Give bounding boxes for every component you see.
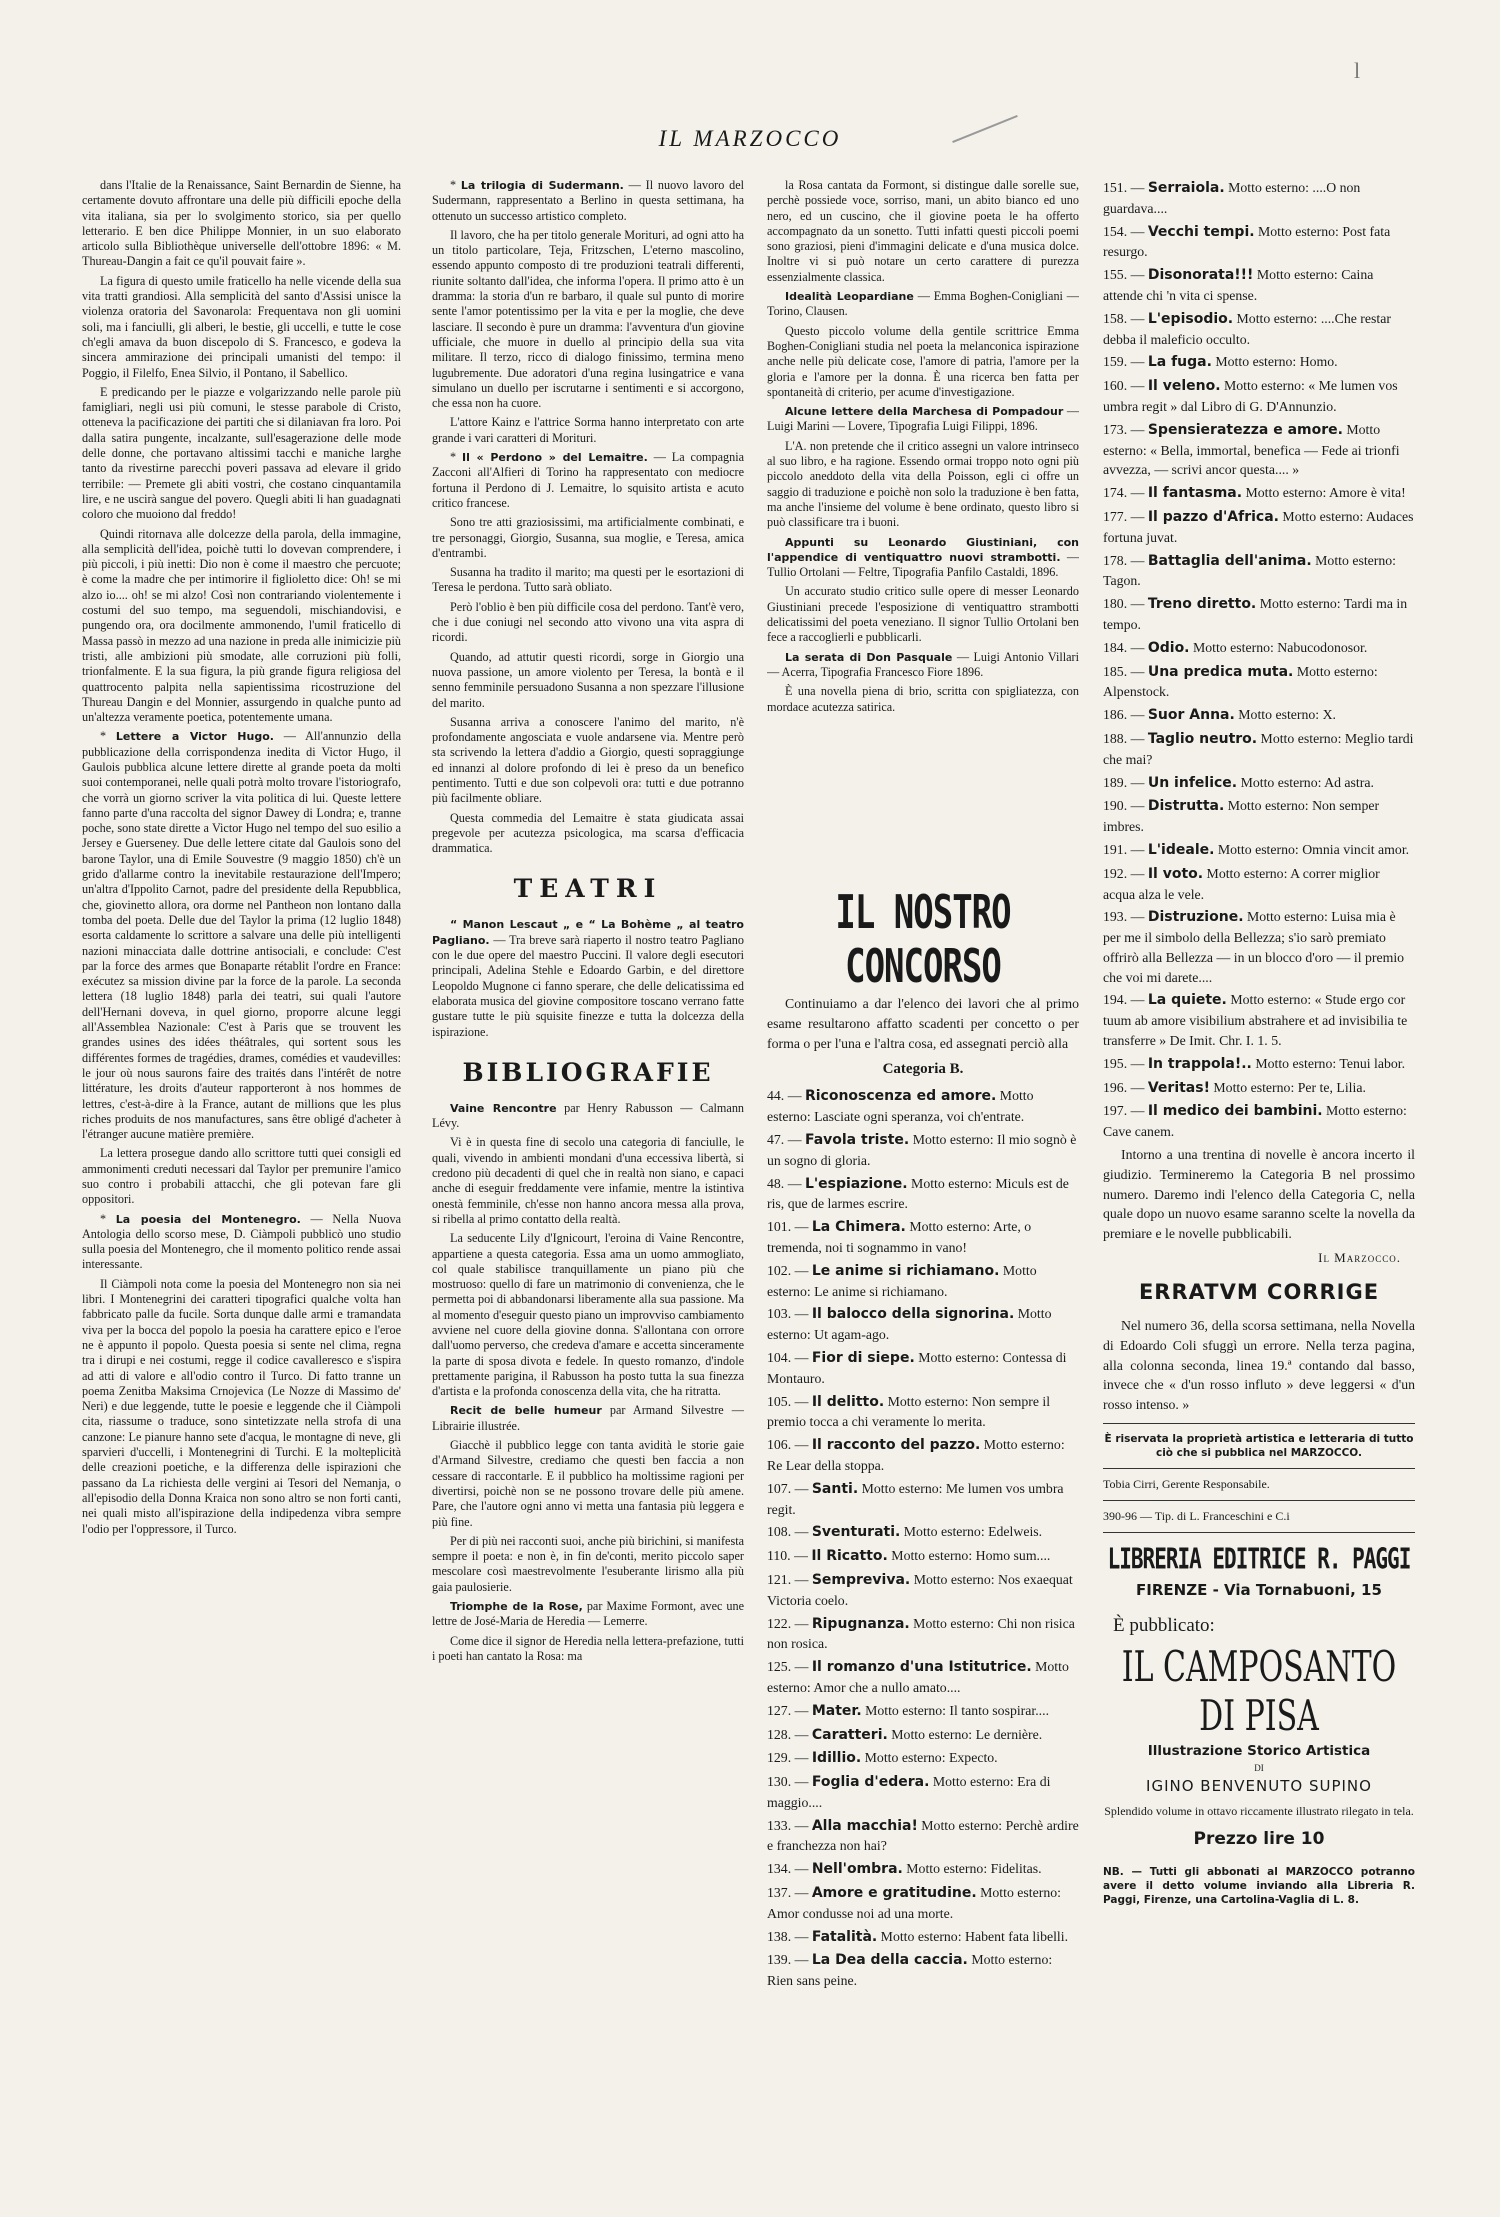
article-pagliano: [432, 917, 744, 1039]
entry-motto: Motto esterno: Non sempre il premio tocca a chi veramente lo merita.: [767, 1393, 1051, 1430]
concorso-entry: [767, 1348, 1079, 1389]
entry-title: Santi.: [811, 1480, 859, 1497]
entry-title: Mater.: [811, 1702, 862, 1719]
entry-number: 194. —: [1103, 992, 1148, 1008]
article-heading: Lettere a Victor Hugo.: [115, 730, 274, 744]
entry-title: Il racconto del pazzo.: [811, 1437, 981, 1454]
concorso-entry: [1103, 662, 1415, 703]
concorso-entry: [767, 1435, 1079, 1476]
entry-motto: Motto esterno: Tenui labor.: [1251, 1055, 1406, 1071]
review-publisher: par Maxime Formont, avec une lettre de José-Maria de Heredia — Lemerre.: [432, 1599, 744, 1629]
entry-title: Una predica muta.: [1147, 663, 1294, 680]
entry-motto: Motto esterno: Lasciate ogni speranza, voi ch'entrate.: [767, 1088, 1034, 1125]
entry-motto: Motto esterno: Meglio tardi che mai?: [1103, 730, 1414, 767]
review-heading: Vaine Rencontre: [450, 1101, 557, 1115]
paragraph: Sono tre atti graziosissimi, ma artificialmente combinati, e tre personaggi, Giorgio, Susanna, sua moglie, e Teresa, amica d'entrambi.: [432, 515, 744, 560]
review-heading: Recit de belle humeur: [450, 1404, 602, 1418]
entry-title: Suor Anna.: [1147, 707, 1235, 724]
entry-title: Il Ricatto.: [811, 1548, 888, 1565]
review-heading: Idealità Leopardiane: [785, 290, 914, 304]
entry-motto: Motto esterno: ....Che restar debba il maleficio occulto.: [1103, 310, 1391, 347]
entry-motto: Motto esterno: Ut agam-ago.: [767, 1306, 1052, 1343]
entry-title: Sempreviva.: [811, 1571, 911, 1588]
entry-number: 102. —: [767, 1262, 812, 1278]
entry-number: 122. —: [767, 1615, 812, 1631]
entry-title: In trappola!..: [1147, 1055, 1252, 1072]
entry-title: Alla macchia!: [811, 1817, 918, 1834]
concorso-entry: [767, 1130, 1079, 1171]
divider: [1103, 1423, 1415, 1424]
column-2: [432, 178, 744, 2128]
entry-title: Il voto.: [1147, 865, 1204, 882]
concorso-entry: [1103, 352, 1415, 373]
entry-title: Distruzione.: [1147, 909, 1244, 926]
review-heading: La serata di Don Pasquale: [785, 650, 953, 664]
concorso-entry: [767, 1614, 1079, 1655]
article-body: — La compagnia Zacconi all'Alfieri di Torino ha rappresentato con mediocre fortuna il Perdono di J. Lemaitre, lo squisito artista e acuto critico francese.: [432, 450, 744, 510]
entry-title: Fior di siepe.: [811, 1349, 915, 1366]
concorso-entry: [767, 1859, 1079, 1880]
article-sudermann: * La trilogia di Sudermann. — Il nuovo lavoro del Sudermann, rappresentato a Berlino in questa settimana, ha ottenuto un successo artistico completo.: [432, 178, 744, 223]
paragraph: dans l'Italie de la Renaissance, Saint Bernardin de Sienne, ha certamente dovuto affrontare una delle più difficili epoche della vita italiana, sia per lo svolgimento storico, sia per quello letterario. E ben dice Philippe Monnier, in un suo elaborato articolo sulla Bibliothèque universelle dell'ottobre 1896: « M. Thureau-Dangin a fait ce qu'il pouvait faire ».: [82, 178, 401, 269]
entry-motto: Motto esterno: « Me lumen vos umbra regit » dal Libro di G. D'Annunzio.: [1103, 378, 1398, 414]
paragraph: Susanna arriva a conoscere l'animo del marito, n'è profondamente angosciata e vuole andarsene via. Mentre però sta scrivendo la lettera d'addio a Giorgio, questi sopraggiunge ed innanzi al dolore profondo di lei è preso da un benefico pentimento. Tutti e due son colpevoli ora: tutti e due potranno più facilmente obliare.: [432, 714, 744, 806]
review-publisher: — Emma Boghen-Conigliani — Torino, Clausen.: [767, 289, 1079, 319]
entry-motto: Motto esterno: Tagon.: [1103, 552, 1397, 589]
concorso-entry: [1103, 376, 1415, 417]
entry-number: 104. —: [767, 1349, 812, 1365]
concorso-entry: [1103, 594, 1415, 635]
entry-number: 110. —: [767, 1548, 812, 1564]
signature: Il Marzocco.: [1318, 1250, 1401, 1266]
concorso-entry: [1103, 222, 1415, 263]
concorso-entry: [1103, 796, 1415, 837]
concorso-entry: [767, 1725, 1079, 1746]
entry-title: Il medico dei bambini.: [1147, 1103, 1323, 1120]
paragraph: Vi è in questa fine di secolo una categoria di fanciulle, le quali, vivendo in ambienti mondani d'una eccessiva libertà, si credono più decadenti di quel che in realtà non siano, e capaci anche di eseguir freddamente vere infamie, mentre la istintiva onestà femminile, ch'esse non hanno ancora messa alla prova, si ribella al primo contatto della realtà.: [432, 1135, 744, 1226]
entry-motto: Motto esterno: Arte, o tremenda, noi ti sognammo in vano!: [767, 1219, 1032, 1255]
corner-pencil-mark: l: [1354, 58, 1361, 83]
concorso-entry: [1103, 773, 1415, 794]
review-publisher: — Luigi Antonio Villari — Acerra, Tipografia Francesco Fiore 1896.: [767, 649, 1079, 679]
entry-title: Spensieratezza e amore.: [1147, 421, 1343, 438]
paragraph: E predicando per le piazze e volgarizzando nelle parole più famigliari, negli usi più comuni, le stesse parabole di Cristo, otteneva la pacificazione dei partiti che si dilaniavan fra loro. Poi dalla satira pungente, incalzante, sull'esagerazione delle mode delle donne, che portavano altissimi tacchi e maniche larghe tanto da rivestirne parecchi poveri passava ad elevare il grido terribile: — Premete gli abiti vostri, che costano cinquantamila lire, e ne uscirà sangue del povero. Quegli abiti li han guadagnati coloro che muoiono dal freddo!: [82, 384, 401, 522]
entry-title: Un infelice.: [1147, 774, 1238, 791]
entry-title: Vecchi tempi.: [1147, 223, 1255, 240]
entry-title: Ripugnanza.: [811, 1615, 910, 1632]
concorso-entry: [1103, 907, 1415, 987]
entry-number: 155. —: [1103, 267, 1148, 283]
entry-title: Amore e gratitudine.: [811, 1885, 977, 1902]
paragraph: Il Ciàmpoli nota come la poesia del Montenegro non sia nei libri. I Montenegrini dei caratteri tipografici qualche volta han fabbricato palle da fucile. Sorta dunque dalle armi e tramandata viva per la bocca del popolo la poesia ha carattere epico e l'eroe ne è appunto il popolo. Questa poesia si sente nel clima, regna tra i dirupi e nei costumi, regge il codice cavalleresco e s'ispira ad atti di valore e all'odio contro il Turco. Di fatto tranne un poema Zenitba Maksima Crnojevica (Le Nozze di Massimo de' Neri) e due leggende, tutte le poesie e leggende che il Ciàmpoli cita, riassume o traduce, sono sintetizzate nella strofa di una canzone: Le pianure hanno sete d'acqua, le montagne di neve, gli sparvieri d'uccelli, i Montenegrini di Turchi. E la molteplicità delle creazioni poetiche, e la differenza delle ispirazioni che passano da La richiesta delle vergini ai Tesori del Nemanja, o all'episodio della Donna Kraica non sono altro se non forti canti, nei quali misto all'ispirazione della indipedenza vibra sempre l'odio per l'oppressore, il Turco.: [82, 1276, 401, 1536]
concorso-entry: [767, 1217, 1079, 1258]
entry-motto: Motto esterno: Post fata resurgo.: [1103, 223, 1391, 260]
entry-number: 191. —: [1103, 841, 1148, 857]
concorso-title: IL NOSTRO CONCORSO: [835, 888, 1011, 994]
entry-title: L'espiazione.: [804, 1175, 908, 1192]
article-heading: La poesia del Montenegro.: [115, 1212, 301, 1226]
entry-motto: Motto esterno: Le dernière.: [887, 1726, 1043, 1742]
article-montenegro: * La poesia del Montenegro. — Nella Nuova Antologia dello scorso mese, D. Ciàmpoli pubblicò uno studio sulla poesia del Montenegro, che il momento politico rende assai interessante.: [82, 1211, 401, 1272]
divider: [1103, 1468, 1415, 1469]
entry-motto: Motto esterno: « Bella, immortal, benefica — Fede ai trionfi avvezza, — scrivi ancor questa.... »: [1103, 421, 1400, 478]
entry-number: 174. —: [1103, 485, 1148, 501]
concorso-entry: [767, 1304, 1079, 1345]
concorso-entry: [1103, 705, 1415, 726]
concorso-entry: [767, 1546, 1079, 1567]
entry-motto: Motto esterno: ....O non guardava....: [1103, 180, 1361, 216]
entry-title: Favola triste.: [804, 1131, 910, 1148]
concorso-entry: [767, 1174, 1079, 1215]
entry-number: 108. —: [767, 1524, 812, 1540]
review-don-pasquale: [767, 650, 1079, 681]
entry-number: 106. —: [767, 1437, 812, 1453]
concorso-entry: [1103, 1054, 1415, 1075]
entry-title: Fatalità.: [811, 1928, 878, 1945]
entry-motto: Motto esterno: Homo sum....: [887, 1548, 1051, 1564]
concorso-entry: [767, 1701, 1079, 1722]
entry-title: Disonorata!!!: [1147, 267, 1254, 284]
concorso-entry: [1103, 729, 1415, 770]
entry-motto: Motto esterno: Rien sans peine.: [767, 1952, 1053, 1989]
review-triomphe: [432, 1599, 744, 1630]
review-publisher: — Tullio Ortolani — Feltre, Tipografia Panfilo Castaldi, 1896.: [767, 549, 1079, 580]
entry-number: 139. —: [767, 1952, 812, 1968]
entry-motto: Motto esterno: Contessa di Montauro.: [767, 1349, 1067, 1386]
entry-number: 196. —: [1103, 1079, 1148, 1095]
entry-title: L'ideale.: [1147, 841, 1215, 858]
gerente-line: Tobia Cirri, Gerente Responsabile.: [1103, 1477, 1270, 1492]
entry-number: 129. —: [767, 1750, 812, 1766]
paragraph: L'A. non pretende che il critico assegni un valore intrinseco al suo libro, e ha ragione. Essendo ormai troppo noto ogni più piccolo aneddoto della vita della Poisson, egli ci offre un saggio di traduzione e poichè non solo la traduzione è ben fatta, ma anche l'insieme del volume è bene ordinato, questo libro si può classificare tra i buoni.: [767, 438, 1079, 530]
entry-title: Foglia d'edera.: [811, 1774, 930, 1791]
concorso-column-left: [767, 888, 1079, 2128]
entry-motto: Motto esterno: Miculs est de ris, que de larmes escrire.: [767, 1175, 1069, 1212]
paragraph: La figura di questo umile fraticello ha nelle vicende della sua vita tratti grandiosi. Alla semplicità del santo d'Assisi unisce la violenza oratoria del Savonarola: Frequentava non gli uomini soli, ma i fanciulli, gli alberi, le bestie, gli uccelli, e tutte le cose ch'egli amava da buon discepolo di S. Francesco, e godeva la sincera ammirazione dei principali umanisti del tempo: il Poggio, il Filelfo, Enea Silvio, il Pontano, il Sabellico.: [82, 273, 401, 380]
column-4: [1103, 178, 1415, 2128]
entry-title: Odio.: [1147, 639, 1190, 656]
concorso-entry: [767, 1479, 1079, 1520]
entry-number: 190. —: [1103, 798, 1148, 814]
review-pompadour: [767, 404, 1079, 435]
entry-motto: Motto esterno: « Stude ergo cor tuum ab amore visibilium abstrahere et ad invisibilia te transferre » De Imit. Chr. I. 1. 5.: [1103, 992, 1408, 1049]
concorso-entry: [767, 1816, 1079, 1857]
entry-motto: Motto esterno: A correr miglior acqua alza le vele.: [1103, 865, 1380, 902]
entry-number: 138. —: [767, 1928, 812, 1944]
concorso-entry: [767, 1570, 1079, 1611]
entry-title: Il balocco della signorina.: [811, 1306, 1015, 1323]
concorso-entry: [1103, 507, 1415, 548]
entry-number: 188. —: [1103, 730, 1148, 746]
entry-title: La Chimera.: [811, 1219, 906, 1236]
entry-title: Il delitto.: [811, 1393, 885, 1410]
entry-motto: Motto esterno: Cave canem.: [1103, 1103, 1407, 1140]
concorso-entry: [767, 1772, 1079, 1813]
advert-price: Prezzo lire 10: [1193, 1829, 1325, 1850]
concorso-entry: [1103, 990, 1415, 1050]
concorso-entry: [1103, 840, 1415, 861]
entry-motto: Motto esterno: Expecto.: [861, 1750, 998, 1766]
entry-motto: Motto esterno: Audaces fortuna juvat.: [1103, 508, 1414, 545]
entries-list-right: [1103, 178, 1415, 1142]
entry-motto: Motto esterno: Ad astra.: [1237, 774, 1374, 790]
entry-number: 189. —: [1103, 774, 1148, 790]
review-publisher: par Armand Silvestre — Librairie illustrée.: [432, 1403, 744, 1433]
concorso-entry: [1103, 265, 1415, 306]
entry-number: 178. —: [1103, 552, 1148, 568]
entry-number: 44. —: [767, 1088, 805, 1104]
entry-motto: Motto esterno: Re Lear della stoppa.: [767, 1437, 1065, 1473]
concorso-entry: [767, 1657, 1079, 1698]
rights-notice: È riservata la proprietà artistica e letteraria di tutto ciò che si pubblica nel MARZOCCO.: [1104, 1433, 1414, 1460]
concorso-entry: [767, 1086, 1079, 1127]
concorso-entry: [1103, 551, 1415, 592]
entry-motto: Motto esterno: Caina attende chi 'n vita ci spense.: [1103, 267, 1374, 303]
entry-motto: Motto esterno: Per te, Lilia.: [1209, 1079, 1366, 1095]
entry-title: Le anime si richiamano.: [811, 1262, 1000, 1279]
entry-number: 159. —: [1103, 354, 1148, 370]
paragraph: Questa commedia del Lemaitre è stata giudicata assai pregevole per acutezza psicologica, ma scarsa d'efficacia drammatica.: [432, 810, 744, 856]
entry-number: 195. —: [1103, 1055, 1148, 1071]
entry-title: Riconoscenza ed amore.: [804, 1088, 997, 1105]
entry-title: Il pazzo d'Africa.: [1147, 508, 1279, 525]
entry-title: Nell'ombra.: [811, 1861, 903, 1878]
entry-title: Il veleno.: [1147, 378, 1221, 395]
review-heading: Appunti su Leonardo Giustiniani, con l'appendice di ventiquattro nuovi strambotti.: [767, 535, 1079, 564]
entry-motto: Motto esterno: Tardi ma in tempo.: [1103, 596, 1408, 632]
entry-title: La fuga.: [1147, 354, 1212, 371]
entry-number: 125. —: [767, 1659, 812, 1675]
divider: [1103, 1500, 1415, 1501]
paragraph: Come dice il signor de Heredia nella lettera-prefazione, tutti i poeti han cantato la Rosa: ma: [432, 1633, 744, 1663]
advert-di: DI: [1254, 1763, 1264, 1774]
paragraph: È una novella piena di brio, scritta con spigliatezza, con mordace acutezza satirica.: [767, 684, 1079, 714]
entry-number: 127. —: [767, 1702, 812, 1718]
entry-number: 193. —: [1103, 909, 1148, 925]
entry-number: 107. —: [767, 1480, 812, 1496]
entry-motto: Motto esterno: Il mio sognò è un sogno di gloria.: [767, 1131, 1077, 1168]
paragraph: Un accurato studio critico sulle opere di messer Leonardo Giustiniani precede l'esposizione di ventiquattro strambotti delicatissimi del poeta veneziano. Il signor Tullio Ortolani ben fece a raccoglierli e pubblicarli.: [767, 584, 1079, 645]
entry-number: 151. —: [1103, 180, 1148, 195]
concorso-entry: [767, 1927, 1079, 1948]
article-victor-hugo: * Lettere a Victor Hugo. — All'annunzio della pubblicazione della corrispondenza inedita di Victor Hugo, il Gaulois pubblica alcune lettere dirette al grande poeta da molti suoi contemporanei, nelle quali potrà molto trovare l'istoriografo, che vorrà un giorno scriver la vita politica di lui. Queste lettere fanno parte d'una raccolta del signor Dawey di Londra; e, tranne poche, sono state dirette a Victor Hugo nel tempo del suo esilio a Jersey e Guerseney. Due delle lettere citate dal Gaulois sono del barone Taylor, una di Emile Souvestre (9 maggio 1850) ch'è un grido d'allarme contro la inevitabile restaurazione dell'Impero; un'altra d'Ippolito Carnot, padre del presidente della Repubblica, che, giovinetto allora, ora dorme nel Pantheon non lontano dalla tomba del poeta. Delle due del Taylor la prima (12 luglio 1848) esorta caldamente lo scrittore a salvare una delle più intelligenti nazioni minacciata dalle dottrine antisociali, e conclude: C'est par la force des armes que Bonaparte rétablit l'ordre en France: exécutez sa mission divine par la force de la parole. La seconda lettera (18 luglio 1848) parla dei teatri, sui quali l'autore dell'Hernani doveva, in quel giorno, proporre alcune leggi all'Assemblea Nazionale: C'est à Paris que se trouvent les grandes usines des idées théâtrales, qui sortent sous les différentes formes de tragédies, drames, comédies et vaudevilles: le jour où nous saurons faire des traités dans l'intérêt de notre littérature, les droits d'auteur rapporteront à nos hommes de lettres, c'est-à-dire à la France, autant de millions que les plus riches produits de nos manufactures, sans être obligé d'acheter à l'étranger aucune matière première.: [82, 729, 401, 1142]
advert-address: FIRENZE - Via Tornabuoni, 15: [1136, 1581, 1382, 1600]
concorso-entry: [1103, 638, 1415, 659]
entry-motto: Motto esterno: Alpenstock.: [1103, 663, 1378, 700]
entry-motto: Motto esterno: Amor che a nullo amato....: [767, 1659, 1069, 1695]
divider: [1103, 1532, 1415, 1533]
entry-number: 134. —: [767, 1861, 812, 1877]
concorso-entry: [1103, 483, 1415, 504]
paragraph: Quindi ritornava alle dolcezze della parola, della immagine, alla semplicità dell'idea, poichè tutti lo dovevan comprendere, i più piccoli, i più inetti: Dio non è come il maestro che percuote; è come la madre che per intimorire il figlioletto dice: Oh! se mi alzo io.... oh! se mi alzo! Così non contrariando violentemente i costumi del suo tempo, ma seguendoli, mischiandovisi, e pungendo ora, ora docilmente ammonendo, l'umil fraticello di Massa passò in mezzo ad una nazione in preda alle inimicizie più tristi, alle ambizioni più smodate, alle corruzioni più folli, trionfalmente. E la sua figura, la più grande figura religiosa del quattrocento palpita nella sapientissima ricostruzione del Thureau Dangin e del Monnier, assurgendo in qualche punto ad un'altezza veramente poetica, potentemente umana.: [82, 526, 401, 725]
article-heading: “ Manon Lescaut „ e “ La Bohème „ al teatro Pagliano.: [432, 918, 744, 947]
review-publisher: par Henry Rabusson — Calmann Lévy.: [432, 1100, 744, 1131]
concorso-entry: [1103, 309, 1415, 350]
entry-motto: Motto esterno: Amor condusse noi ad una morte.: [767, 1885, 1061, 1921]
entry-title: Serraiola.: [1147, 180, 1225, 196]
article-lemaitre: * Il « Perdono » del Lemaitre. — La compagnia Zacconi all'Alfieri di Torino ha rappresentato con mediocre fortuna il Perdono di J. Lemaitre, lo squisito artista e acuto critico francese.: [432, 450, 744, 510]
review-recit: [432, 1403, 744, 1434]
review-leopardiane: [767, 289, 1079, 320]
entry-motto: Motto esterno: Non semper imbres.: [1103, 798, 1380, 835]
entry-motto: Motto esterno: Nabucodonosor.: [1189, 639, 1368, 655]
entry-number: 103. —: [767, 1306, 812, 1322]
entry-number: 184. —: [1103, 639, 1148, 655]
entry-title: Battaglia dell'anima.: [1147, 552, 1312, 569]
concorso-entry: [767, 1392, 1079, 1433]
entry-number: 48. —: [767, 1175, 805, 1191]
entry-title: La Dea della caccia.: [811, 1952, 968, 1969]
entry-motto: Motto esterno: Omnia vincit amor.: [1214, 841, 1410, 857]
advert-description: Splendido volume in ottavo riccamente illustrato rilegato in tela.: [1104, 1804, 1414, 1819]
masthead: IL MARZOCCO: [658, 126, 842, 151]
entry-number: 101. —: [767, 1219, 812, 1235]
column-1: [82, 178, 401, 2128]
concorso-entry: [767, 1883, 1079, 1924]
paragraph: Però l'oblio è ben più difficile cosa del perdono. Tant'è vero, che i due coniugi nel secondo atto vivono una vita aspra di ricordi.: [432, 599, 744, 645]
concorso-outro: Intorno a una trentina di novelle è ancora incerto il giudizio. Termineremo la Categoria B nel prossimo numero. Daremo indi l'elenco della Categoria C, nella quale dopo un nuovo esame saranno scelte la novella da premiare e le novelle pubblicabili.: [1103, 1147, 1415, 1242]
entry-motto: Motto esterno: Amore è vita!: [1242, 485, 1406, 501]
advert-libreria: LIBRERIA EDITRICE R. PAGGI: [1107, 1542, 1411, 1576]
entry-number: 158. —: [1103, 310, 1148, 326]
article-body: — Nella Nuova Antologia dello scorso mese, D. Ciàmpoli pubblicò uno studio sulla poesia del Montenegro, che il momento politico rende assai interessante.: [82, 1211, 401, 1272]
paragraph: L'attore Kainz e l'attrice Sorma hanno interpretato con arte grande i vari caratteri di Morituri.: [432, 415, 744, 445]
paragraph: Quando, ad attutir questi ricordi, sorge in Giorgio una nuova passione, un amore violento per Teresa, la bontà e il senno femminile persuadono Susanna a non spezzare l'illusione del marito.: [432, 649, 744, 710]
entry-number: 197. —: [1103, 1103, 1148, 1119]
entry-motto: Motto esterno: Homo.: [1211, 354, 1338, 370]
entry-motto: Motto esterno: Nos exaequat Victoria coelo.: [767, 1571, 1073, 1608]
concorso-entry: [1103, 864, 1415, 905]
entry-number: 137. —: [767, 1885, 812, 1901]
entry-number: 180. —: [1103, 596, 1148, 612]
advert-nb: NB. — Tutti gli abbonati al MARZOCCO potranno avere il detto volume inviando alla Libreria R. Paggi, Firenze, una Cartolina-Vaglia di L. 8.: [1103, 1866, 1415, 1907]
entry-number: 121. —: [767, 1571, 812, 1587]
entry-title: Distrutta.: [1147, 798, 1225, 815]
article-heading: Il « Perdono » del Lemaitre.: [462, 451, 648, 465]
entry-motto: Motto esterno: Habent fata libelli.: [877, 1928, 1069, 1944]
concorso-entry: [1103, 1101, 1415, 1142]
concorso-entry: [1103, 420, 1415, 480]
paragraph: La lettera prosegue dando allo scrittore tutti quei consigli ed ammonimenti creduti necessari dal Taylor per premunire l'amico suo contro i probabili attacchi, che gli potevan fare gli oppositori.: [82, 1146, 401, 1207]
paragraph: la Rosa cantata da Formont, si distingue dalle sorelle sue, perchè possiede voce, sorriso, mani, un abito bianco ed uno nero, ed un cuscino, che il giovine poeta le ha offerto accompagnato da un sonetto. Tutti infatti questi piccoli poemi sono graziosi, pieni d'immagini delicate e d'una musica dolce. Inoltre vi si può notare un certo carattere di purezza essenzialmente classica.: [767, 178, 1079, 284]
section-title-teatri: TEATRI: [513, 874, 663, 904]
entry-title: Sventurati.: [811, 1524, 901, 1541]
paragraph: Giacchè il pubblico legge con tanta avidità le storie gaie d'Armand Silvestre, crediamo che questi ben faccia a non cessare di raccontarle. E il pubblico ha moltissime ragioni per divertirsi, poichè non se ne possono trovare delle più amene. Pare, che l'autore ogni anno vi metta una fantasia più leggera e più fine.: [432, 1438, 744, 1529]
entry-motto: Motto esterno: Perchè ardire e franchezza non hai?: [767, 1817, 1079, 1854]
review-publisher: — Luigi Marini — Lovere, Tipografia Luigi Filippi, 1896.: [767, 404, 1079, 434]
article-heading: La trilogia di Sudermann.: [460, 179, 624, 192]
category-title: Categoria B.: [882, 1061, 964, 1078]
entry-motto: Motto esterno: Luisa mia è per me il simbolo della Bellezza; s'io sarò premiato offrirò alla Bellezza — in un blocco d'oro — il premio che voi mi darete....: [1103, 909, 1405, 985]
entry-motto: Motto esterno: X.: [1234, 707, 1336, 723]
concorso-entry: [767, 1950, 1079, 1991]
entry-motto: Motto esterno: Edelweis.: [900, 1524, 1043, 1540]
entry-title: Il fantasma.: [1147, 485, 1243, 502]
entry-title: L'episodio.: [1147, 310, 1234, 327]
entry-motto: Motto esterno: Me lumen vos umbra regit.: [767, 1480, 1064, 1517]
entry-number: 177. —: [1103, 508, 1148, 524]
column-3: [767, 178, 1079, 878]
entry-title: Veritas!: [1147, 1079, 1210, 1096]
entry-number: 186. —: [1103, 707, 1148, 723]
entry-title: Idillio.: [811, 1750, 862, 1767]
concorso-entry: [767, 1261, 1079, 1302]
entry-title: Il romanzo d'una Istitutrice.: [811, 1659, 1032, 1676]
advert-subtitle: Illustrazione Storico Artistica: [1147, 1743, 1371, 1760]
entry-title: Treno diretto.: [1147, 596, 1257, 613]
entry-number: 47. —: [767, 1131, 805, 1147]
paragraph: Susanna ha tradito il marito; ma questi per le esortazioni di Teresa le perdona. Tutto sarà obliato.: [432, 565, 744, 595]
entry-number: 192. —: [1103, 865, 1148, 881]
entry-title: La quiete.: [1147, 992, 1227, 1009]
paragraph: Il lavoro, che ha per titolo generale Morituri, ad ogni atto ha un titolo particolare, Teja, Fritzschen, L'eterno mascolino, essendo appunto composto di tre produzioni teatrali differenti, riunite soltanto dall'idea, che informa l'opera. Il primo atto è un dramma: la storia d'un re barbaro, il quale sul punto di morire sente l'amor potentissimo per la vita e per la moglie, che deve lasciare. Il secondo è pure un dramma: l'avventura d'un giovine ufficiale, che muore in duello al principio della sua vita militare. Il terzo, ricco di dialogo finissimo, termina meno lugubremente. Due adoratori d'una regina lusingatrice e vana simulano un duello per iscrutarne i sentimenti e si accorgono, che essa non ha cuore.: [432, 227, 744, 411]
advert-book-title: IL CAMPOSANTO DI PISA: [1121, 1643, 1397, 1742]
article-body: — Tra breve sarà riaperto il nostro teatro Pagliano con le due opere del maestro Puccini. Il valore degli esecutori principali, Adelina Stehle e Edoardo Garbin, e del direttore Leopoldo Mugnone ci fanno sperare, che delle delicatissima ed elaborata musica del giovine compositore toscano verrano fatte gustare tutte le più squisite finezze e tutta la dolcezza della ispirazione.: [432, 932, 744, 1039]
entry-number: 105. —: [767, 1393, 812, 1409]
entry-motto: Motto esterno: Fidelitas.: [902, 1861, 1042, 1877]
erratum-text: Nel numero 36, della scorsa settimana, nella Novella di Edoardo Coli sfuggì un errore. Nella terza pagina, alla colonna seconda, linea 19.ª contando dal basso, invece che « d'un rosso influto » deve leggersi « d'un rosso intenso. »: [1103, 1318, 1415, 1413]
section-title-bibliografie: BIBLIOGRAFIE: [462, 1057, 714, 1087]
paragraph: Per di più nei racconti suoi, anche più birichini, si manifesta sempre il poeta: e non è, in fin de'conti, merito piccolo saper mescolare così maestrevolmente l'esuberante lirismo alla più gaia paulosierie.: [432, 1533, 744, 1594]
article-body: — All'annunzio della pubblicazione della corrispondenza inedita di Victor Hugo, il Gaulois pubblica alcune lettere dirette al grande poeta da molti suoi contemporanei, nelle quali potrà molto trovare l'istoriografo, che vorrà un giorno scriver la vita politica di lui. Queste lettere fanno parte d'una raccolta del signor Dawey di Londra; e, tranne poche, sono state dirette a Victor Hugo nel tempo del suo esilio a Jersey e Guerseney. Due delle lettere citate dal Gaulois sono del barone Taylor, una di Emile Souvestre (9 maggio 1850) ch'è un grido d'allarme contro la inevitabile restaurazione dell'Impero; un'altra d'Ippolito Carnot, padre del presidente della Repubblica, che, giovinetto allora, ora dorme nel Pantheon non lontano dalla tomba del poeta. Delle due del Taylor la prima (12 luglio 1848) esorta caldamente lo scrittore a salvare una delle più intelligenti nazioni minacciata dalle dottrine antisociali, e conclude: C'est par la force des armes que Bonaparte rétablit l'ordre en France: exécutez sa mission divine par la force de la parole. La seconda lettera (18 luglio 1848) parla dei teatri, sui quali l'autore dell'Hernani doveva, in quel giorno, proporre alcune leggi all'Assemblea Nazionale: C'est à Paris que se trouvent les grandes usines des idées théâtrales, qui sortent sous les différentes formes de tragédies, drames, comédies et vaudevilles: le jour où nous saurons faire des traités dans l'intérêt de notre littérature, les droits d'auteur rapporteront à nos hommes de lettres, c'est-à-dire à la France, autant de millions que les plus riches produits de nos manufactures, sans être obligé d'acheter à l'étranger aucune matière première.: [82, 729, 401, 1142]
entry-number: 130. —: [767, 1774, 812, 1790]
entry-number: 133. —: [767, 1817, 812, 1833]
entry-title: Caratteri.: [811, 1726, 888, 1743]
review-heading: Triomphe de la Rose,: [450, 1600, 583, 1614]
entry-number: 173. —: [1103, 421, 1148, 437]
concorso-entry: [767, 1522, 1079, 1543]
entry-motto: Motto esterno: Era di maggio....: [767, 1774, 1051, 1810]
advert-author: IGINO BENVENUTO SUPINO: [1146, 1777, 1372, 1796]
entry-motto: Motto esterno: Chi non risica non rosica.: [767, 1615, 1075, 1652]
concorso-entry: [1103, 178, 1415, 219]
article-body: — Il nuovo lavoro del Sudermann, rappresentato a Berlino in questa settimana, ha ottenuto un successo artistico completo.: [432, 178, 744, 223]
entry-motto: Motto esterno: Le anime si richiamano.: [767, 1262, 1037, 1299]
entry-number: 154. —: [1103, 223, 1148, 239]
review-giustiniani: [767, 535, 1079, 581]
erratum-title: ERRATVM CORRIGE: [1138, 1280, 1380, 1305]
paragraph: La seducente Lily d'Ignicourt, l'eroina di Vaine Rencontre, appartiene a questa categoria. Essa ama un uomo ammogliato, col quale stabilisce tranquillamente un piano più che mostruoso: quello di fare un matrimonio di convenienza, che le permetta poi di abbandonarsi liberamente alla sua passione. Ma al momento d'eseguir questo piano un improvviso cambiamento avviene nel cuore della giovine donna. S'allontana con orrore dall'uomo perverso, che credeva d'amare e accetta sinceramente la parte di sposa divota e fedele. In questo romanzo, d'indole prettamente parigina, il Rabusson ha posto tutta la sua finezza d'artista e la profonda conoscenza della vita, che ha ritratta.: [432, 1231, 744, 1399]
paragraph: Questo piccolo volume della gentile scrittrice Emma Boghen-Conigliani studia nel poeta la melanconica ispirazione anche nelle più delicate cose, l'amore di patria, l'amore per la gloria e l'amore per la donna. È una ricerca ben fatta per spontaneità di criterio, per acume d'investigazione.: [767, 323, 1079, 399]
entry-number: 128. —: [767, 1726, 812, 1742]
entry-number: 185. —: [1103, 663, 1148, 679]
entry-number: 160. —: [1103, 378, 1148, 394]
concorso-entry: [1103, 1078, 1415, 1099]
entry-title: Taglio neutro.: [1147, 730, 1258, 747]
entries-list-left: [767, 1086, 1079, 1991]
concorso-entry: [767, 1748, 1079, 1769]
tipografia-line: 390-96 — Tip. di L. Franceschini e C.i: [1103, 1509, 1290, 1524]
review-heading: Alcune lettere della Marchesa di Pompadour: [785, 405, 1064, 419]
review-vaine-rencontre: [432, 1101, 744, 1132]
advert-pubblicato: È pubblicato:: [1113, 1615, 1215, 1637]
concorso-intro: Continuiamo a dar l'elenco dei lavori che al primo esame resultarono affatto scadenti per concetto o per forma o per l'una e l'altra cosa, ed assegnati perciò alla: [767, 996, 1079, 1051]
entry-motto: Motto esterno: Il tanto sospirar....: [861, 1702, 1050, 1718]
